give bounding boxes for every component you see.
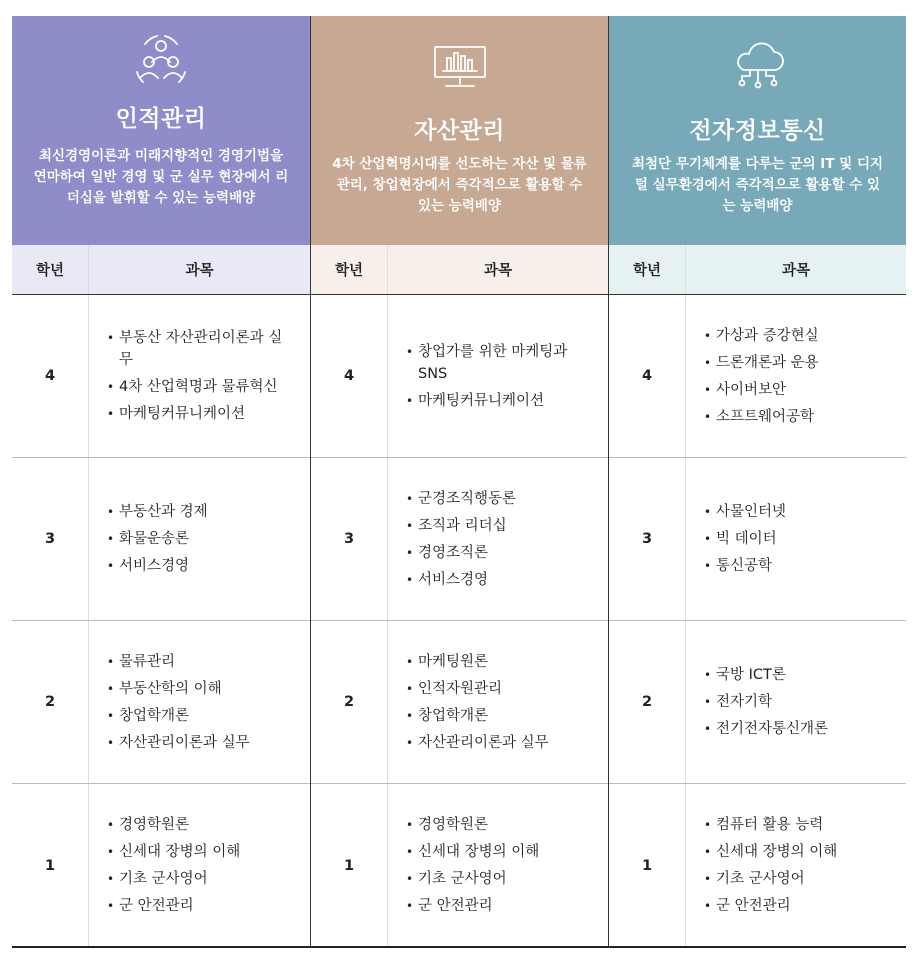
- subject-item: • 신세대 장병의 이해: [704, 841, 890, 863]
- table-row: [609, 458, 906, 621]
- year-cell: 3: [12, 458, 89, 620]
- track-header: [609, 16, 906, 245]
- subject-item: • 자산관리이론과 실무: [406, 732, 592, 754]
- subject-item: • 부동산과 경제: [107, 501, 294, 523]
- table-row: [12, 784, 310, 947]
- year-cell: 1: [609, 784, 686, 947]
- subject-item: • 군 안전관리: [406, 895, 592, 917]
- track-title: 전자정보통신: [689, 118, 826, 144]
- subject-item: • 경영학원론: [107, 814, 294, 836]
- subject-item: • 기초 군사영어: [107, 868, 294, 890]
- year-header: 학년: [609, 245, 686, 294]
- subject-item: • 마케팅원론: [406, 651, 592, 673]
- year-header: 학년: [311, 245, 388, 294]
- year-cell: 3: [311, 458, 388, 620]
- subject-item: • 국방 ICT론: [704, 664, 890, 686]
- table-bottom-border: [12, 946, 906, 948]
- people-cycle-icon: [131, 32, 191, 92]
- subject-item: • 부동산학의 이해: [107, 678, 294, 700]
- subject-item: • 군 안전관리: [107, 895, 294, 917]
- subject-item: • 가상과 증강현실: [704, 325, 890, 347]
- subject-item: • 전자기학: [704, 691, 890, 713]
- year-cell: 1: [12, 784, 89, 947]
- subject-item: • 통신공학: [704, 555, 890, 577]
- track-header: [12, 16, 310, 245]
- year-cell: 2: [609, 621, 686, 783]
- subject-header: 과목: [185, 263, 214, 279]
- track-description: 최신경영이론과 미래지향적인 경영기법을 연마하여 일반 경영 및 군 실무 현장에서 리더십을 발휘할 수 있는 능력배양: [33, 148, 289, 206]
- table-row: [12, 621, 310, 784]
- track-title: 인적관리: [115, 106, 207, 132]
- subject-item: • 빅 데이터: [704, 528, 890, 550]
- subject-item: • 컴퓨터 활용 능력: [704, 814, 890, 836]
- table-row: [609, 621, 906, 784]
- subject-header: 과목: [483, 263, 512, 279]
- subject-item: • 조직과 리더십: [406, 515, 592, 537]
- year-cell: 2: [12, 621, 89, 783]
- subject-item: • 사물인터넷: [704, 501, 890, 523]
- subject-item: • 신세대 장병의 이해: [107, 841, 294, 863]
- subject-item: • 전기전자통신개론: [704, 718, 890, 740]
- subject-item: • 화물운송론: [107, 528, 294, 550]
- year-cell: 4: [609, 295, 686, 457]
- subject-item: • 마케팅커뮤니케이션: [406, 390, 592, 412]
- table-row: [12, 295, 310, 458]
- table-row: [311, 621, 608, 784]
- table-row: [311, 458, 608, 621]
- subject-item: • 창업가를 위한 마케팅과 SNS: [406, 341, 592, 385]
- track-column-it: [608, 16, 906, 947]
- subject-item: • 경영조직론: [406, 542, 592, 564]
- track-description: 최첨단 무기체계를 다루는 군의 IT 및 디지털 실무환경에서 즉각적으로 활용할 수 있는 능력배양: [631, 156, 884, 214]
- year-cell: 4: [311, 295, 388, 457]
- curriculum-table: [12, 16, 906, 947]
- subject-item: • 군경조직행동론: [406, 488, 592, 510]
- subject-item: • 자산관리이론과 실무: [107, 732, 294, 754]
- year-header: 학년: [12, 245, 89, 294]
- track-title: 자산관리: [414, 118, 505, 144]
- table-row: [609, 295, 906, 458]
- subject-item: • 창업학개론: [406, 705, 592, 727]
- subject-item: • 서비스경영: [107, 555, 294, 577]
- track-header: [311, 16, 608, 245]
- track-description: 4차 산업혁명시대를 선도하는 자산 및 물류관리, 창업현장에서 즉각적으로 활용할 수 있는 능력배양: [332, 156, 587, 214]
- subject-item: • 서비스경영: [406, 569, 592, 591]
- year-cell: 4: [12, 295, 89, 457]
- subject-item: • 4차 산업혁명과 물류혁신: [107, 376, 294, 398]
- track-column-hr: [12, 16, 310, 947]
- table-row: [12, 458, 310, 621]
- table-row: [609, 784, 906, 947]
- subject-item: • 부동산 자산관리이론과 실무: [107, 327, 294, 371]
- subject-item: • 사이버보안: [704, 379, 890, 401]
- subject-item: • 드론개론과 운용: [704, 352, 890, 374]
- subject-item: • 기초 군사영어: [704, 868, 890, 890]
- column-header: [311, 245, 608, 295]
- subject-item: • 소프트웨어공학: [704, 406, 890, 428]
- year-cell: 2: [311, 621, 388, 783]
- subject-item: • 창업학개론: [107, 705, 294, 727]
- cloud-network-icon: [730, 42, 786, 96]
- year-cell: 1: [311, 784, 388, 947]
- monitor-chart-icon: [432, 44, 488, 94]
- column-header: [12, 245, 310, 295]
- subject-item: • 마케팅커뮤니케이션: [107, 403, 294, 425]
- subject-item: • 신세대 장병의 이해: [406, 841, 592, 863]
- subject-item: • 물류관리: [107, 651, 294, 673]
- year-cell: 3: [609, 458, 686, 620]
- column-header: [609, 245, 906, 295]
- table-row: [311, 295, 608, 458]
- track-column-asset: [310, 16, 608, 947]
- subject-item: • 경영학원론: [406, 814, 592, 836]
- table-row: [311, 784, 608, 947]
- subject-item: • 인적자원관리: [406, 678, 592, 700]
- subject-header: 과목: [781, 263, 810, 279]
- subject-item: • 기초 군사영어: [406, 868, 592, 890]
- subject-item: • 군 안전관리: [704, 895, 890, 917]
